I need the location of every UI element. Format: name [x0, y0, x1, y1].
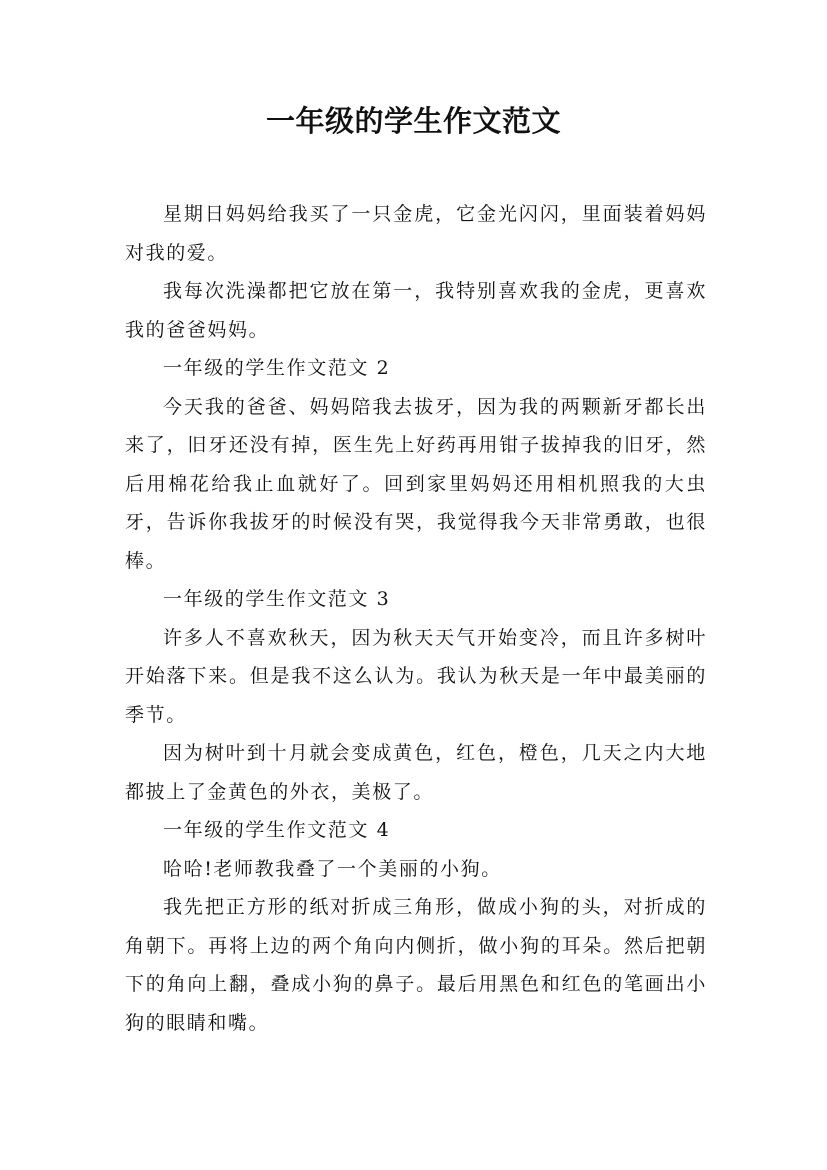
paragraph-origami-steps: 我先把正方形的纸对折成三角形，做成小狗的头，对折成的角朝下。再将上边的两个角向内侧折，做小狗的耳朵。然后把朝下的角向上翻，叠成小狗的鼻子。最后用黑色和红色的笔画出小狗的眼睛和嘴。 [125, 896, 707, 1034]
section-heading-2: 一年级的学生作文范文 2 [163, 357, 391, 379]
document-title: 一年级的学生作文范文 [265, 104, 561, 138]
section-heading-4: 一年级的学生作文范文 4 [163, 819, 391, 841]
paragraph-bath: 我每次洗澡都把它放在第一，我特别喜欢我的金虎，更喜欢我的爸爸妈妈。 [125, 280, 707, 341]
paragraph-autumn: 许多人不喜欢秋天，因为秋天天气开始变冷，而且许多树叶开始落下来。但是我不这么认为。我认为秋天是一年中最美丽的季节。 [125, 626, 707, 726]
document-body [125, 195, 707, 1042]
paragraph-tooth: 今天我的爸爸、妈妈陪我去拔牙，因为我的两颗新牙都长出来了，旧牙还没有掉，医生先上好药再用钳子拔掉我的旧牙，然后用棉花给我止血就好了。回到家里妈妈还用相机照我的大虫牙，告诉你我拔牙的时候没有哭，我觉得我今天非常勇敢，也很棒。 [125, 395, 707, 572]
paragraph-leaves: 因为树叶到十月就会变成黄色，红色，橙色，几天之内大地都披上了金黄色的外衣，美极了。 [125, 742, 707, 803]
paragraph-origami-intro: 哈哈!老师教我叠了一个美丽的小狗。 [163, 857, 502, 880]
paragraph-golden-tiger: 星期日妈妈给我买了一只金虎，它金光闪闪，里面装着妈妈对我的爱。 [125, 203, 707, 264]
section-heading-3: 一年级的学生作文范文 3 [163, 588, 391, 610]
